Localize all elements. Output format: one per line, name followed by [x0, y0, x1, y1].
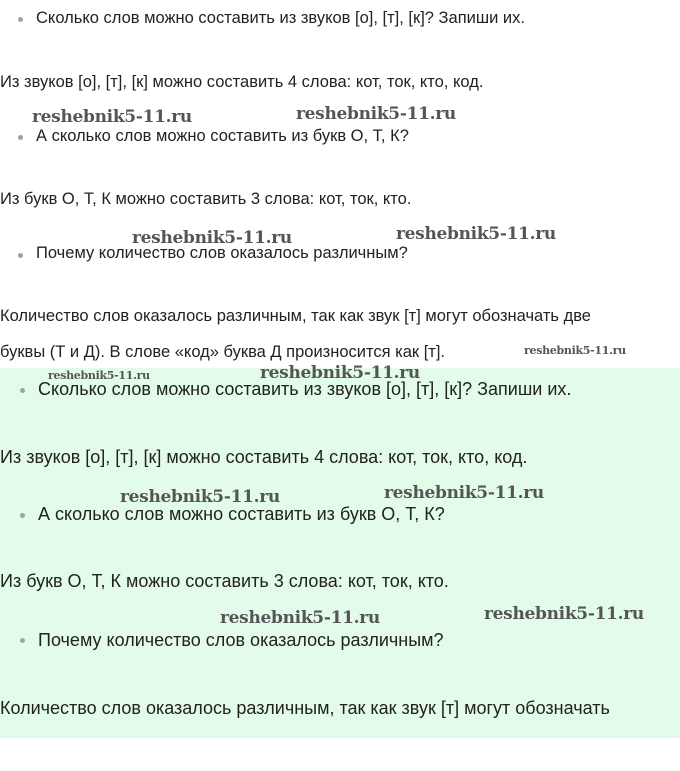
watermark: reshebnik5-11.ru: [120, 487, 280, 507]
answer-3-line-2: буквы (Т и Д). В слове «код» буква Д произносится как [т].: [0, 343, 446, 361]
watermark: reshebnik5-11.ru: [220, 608, 380, 628]
answer-block-highlighted: [0, 363, 680, 738]
answer-2: Из букв О, Т, К можно составить 3 слова: кот, ток, кто.: [0, 571, 449, 591]
watermark: reshebnik5-11.ru: [48, 369, 150, 382]
bullet-icon: [18, 135, 23, 140]
watermark: reshebnik5-11.ru: [384, 483, 544, 503]
watermark: reshebnik5-11.ru: [32, 107, 192, 127]
question-3: Почему количество слов оказалось различным?: [38, 630, 444, 650]
answer-block-plain: [0, 0, 680, 368]
watermark: reshebnik5-11.ru: [296, 104, 456, 124]
question-1: Сколько слов можно составить из звуков [о], [т], [к]? Запиши их.: [36, 9, 525, 27]
question-3: Почему количество слов оказалось различным?: [36, 244, 408, 262]
bullet-icon: [18, 253, 23, 258]
watermark: reshebnik5-11.ru: [484, 604, 644, 624]
answer-3-line-1: Количество слов оказалось различным, так как звук [т] могут обозначать: [0, 698, 610, 718]
answer-3-line-1: Количество слов оказалось различным, так как звук [т] могут обозначать две: [0, 307, 591, 325]
answer-1: Из звуков [о], [т], [к] можно составить 4 слова: кот, ток, кто, код.: [0, 447, 528, 467]
question-2: А сколько слов можно составить из букв О, Т, К?: [38, 504, 445, 524]
bullet-icon: [20, 638, 25, 643]
question-2: А сколько слов можно составить из букв О, Т, К?: [36, 127, 409, 145]
watermark: reshebnik5-11.ru: [132, 228, 292, 248]
watermark: reshebnik5-11.ru: [524, 344, 626, 357]
answer-1: Из звуков [о], [т], [к] можно составить 4 слова: кот, ток, кто, код.: [0, 73, 484, 91]
question-1: Сколько слов можно составить из звуков [о], [т], [к]? Запиши их.: [38, 379, 572, 399]
watermark: reshebnik5-11.ru: [396, 224, 556, 244]
bullet-icon: [20, 388, 25, 393]
watermark: reshebnik5-11.ru: [260, 363, 420, 383]
answer-2: Из букв О, Т, К можно составить 3 слова: кот, ток, кто.: [0, 190, 412, 208]
bullet-icon: [18, 17, 23, 22]
bullet-icon: [20, 513, 25, 518]
